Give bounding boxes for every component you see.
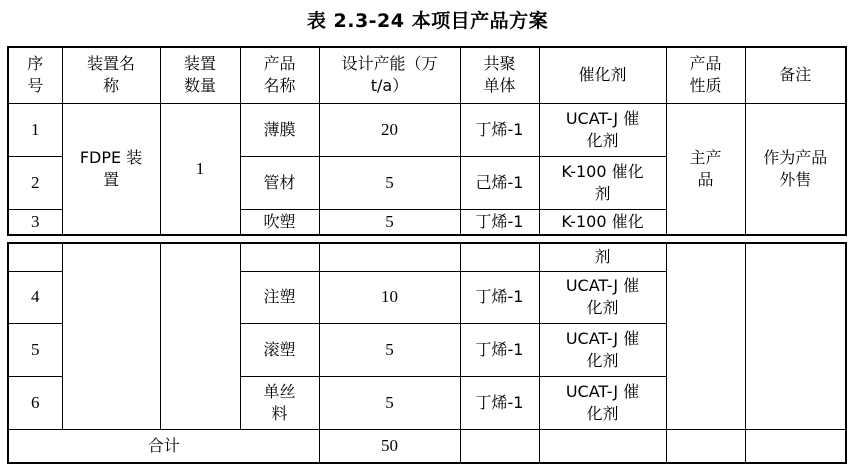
cell-product: 管材 — [240, 156, 319, 209]
cell-capacity: 10 — [319, 271, 460, 323]
cell-catalyst: K-100 催化 剂 — [539, 156, 666, 209]
cell-product: 薄膜 — [240, 103, 319, 156]
header-catalyst: 催化剂 — [539, 47, 666, 103]
cell-device-count: 1 — [160, 103, 240, 235]
header-row — [8, 47, 846, 103]
cell-comonomer — [460, 243, 539, 271]
total-label: 合计 — [8, 429, 319, 463]
cell-remark: 作为产品 外售 — [745, 103, 846, 235]
cell-comonomer: 己烯-1 — [460, 156, 539, 209]
cell-product: 吹塑 — [240, 209, 319, 235]
cell-seq — [8, 243, 62, 271]
cell-comonomer: 丁烯-1 — [460, 103, 539, 156]
cell-capacity — [319, 243, 460, 271]
header-product-name: 产品 名称 — [240, 47, 319, 103]
cell-empty — [745, 429, 846, 463]
header-device-name: 装置名 称 — [62, 47, 160, 103]
table-title: 表 2.3-24 本项目产品方案 — [306, 10, 549, 32]
cell-comonomer: 丁烯-1 — [460, 209, 539, 235]
table-row — [8, 103, 846, 156]
continuation-row — [8, 243, 846, 271]
cell-catalyst: 剂 — [539, 243, 666, 271]
cell-nature: 主产 品 — [666, 103, 745, 235]
cell-catalyst: UCAT-J 催 化剂 — [539, 376, 666, 429]
header-comonomer: 共聚 单体 — [460, 47, 539, 103]
cell-empty — [539, 429, 666, 463]
cell-seq: 5 — [8, 323, 62, 376]
cell-seq: 3 — [8, 209, 62, 235]
cell-capacity: 20 — [319, 103, 460, 156]
cell-empty — [666, 429, 745, 463]
cell-product: 单丝 料 — [240, 376, 319, 429]
cell-capacity: 5 — [319, 376, 460, 429]
cell-product: 注塑 — [240, 271, 319, 323]
cell-product — [240, 243, 319, 271]
header-seq: 序 号 — [8, 47, 62, 103]
cell-catalyst: K-100 催化 — [539, 209, 666, 235]
cell-catalyst: UCAT-J 催 化剂 — [539, 103, 666, 156]
cell-capacity: 5 — [319, 156, 460, 209]
cell-device-count — [160, 243, 240, 429]
cell-catalyst: UCAT-J 催 化剂 — [539, 271, 666, 323]
cell-product: 滚塑 — [240, 323, 319, 376]
product-table-part2 — [7, 242, 847, 464]
total-row — [8, 429, 846, 463]
cell-device-name: FDPE 装 置 — [62, 103, 160, 235]
total-capacity: 50 — [319, 429, 460, 463]
cell-seq: 2 — [8, 156, 62, 209]
cell-capacity: 5 — [319, 209, 460, 235]
cell-comonomer: 丁烯-1 — [460, 323, 539, 376]
product-table-part1 — [7, 46, 847, 236]
cell-device-name — [62, 243, 160, 429]
cell-nature — [666, 243, 745, 429]
cell-seq: 4 — [8, 271, 62, 323]
header-capacity: 设计产能（万 t/a） — [319, 47, 460, 103]
cell-empty — [460, 429, 539, 463]
cell-comonomer: 丁烯-1 — [460, 271, 539, 323]
header-nature: 产品 性质 — [666, 47, 745, 103]
header-remark: 备注 — [745, 47, 846, 103]
cell-seq: 1 — [8, 103, 62, 156]
cell-seq: 6 — [8, 376, 62, 429]
cell-catalyst: UCAT-J 催 化剂 — [539, 323, 666, 376]
cell-capacity: 5 — [319, 323, 460, 376]
cell-comonomer: 丁烯-1 — [460, 376, 539, 429]
header-device-count: 装置 数量 — [160, 47, 240, 103]
cell-remark — [745, 243, 846, 429]
